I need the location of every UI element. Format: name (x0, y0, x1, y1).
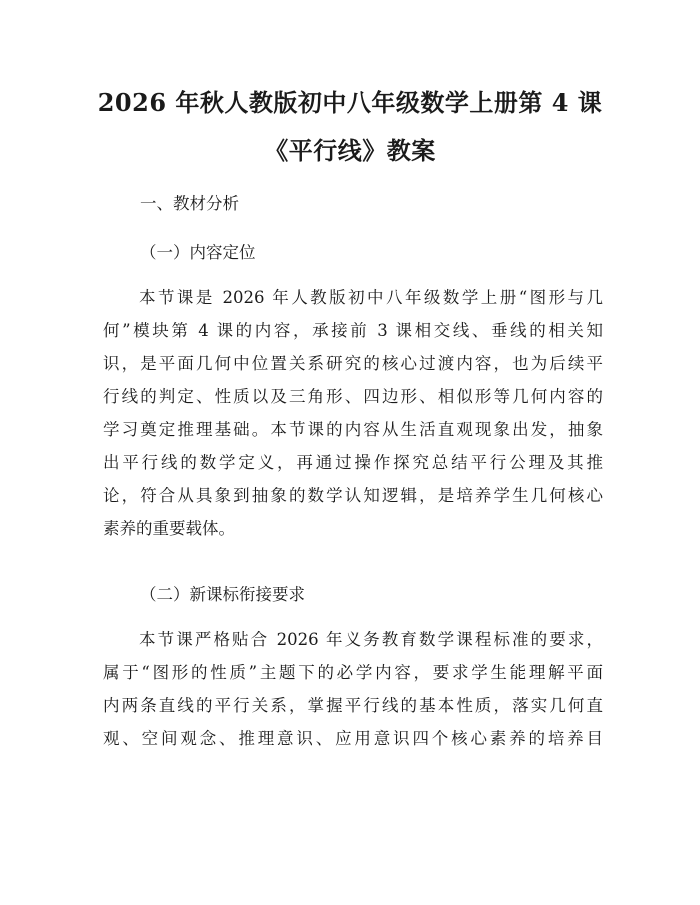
paragraph-curriculum-standard (103, 627, 603, 757)
document-title-line-2: 《平行线》教案 (264, 136, 436, 165)
paragraph-line: 观、空间观念、推理意识、应用意识四个核心素养的培养目 (103, 729, 603, 748)
document-title-line-1: 2026 年秋人教版初中八年级数学上册第 4 课 (97, 88, 603, 117)
paragraph-line: 识，是平面几何中位置关系研究的核心过渡内容，也为后续平 (103, 354, 603, 373)
paragraph-line: 本节课严格贴合 2026 年义务教育数学课程标准的要求， (139, 630, 603, 649)
paragraph-line: 素养的重要载体。 (103, 519, 235, 538)
paragraph-line: 学习奠定推理基础。本节课的内容从生活直观现象出发，抽象 (103, 420, 603, 439)
section-heading-textbook-analysis: 一、教材分析 (140, 194, 239, 213)
paragraph-line: 出平行线的数学定义，再通过操作探究总结平行公理及其推 (103, 453, 603, 472)
paragraph-line: 何”模块第 4 课的内容，承接前 3 课相交线、垂线的相关知 (103, 321, 603, 340)
paragraph-line: 内两条直线的平行关系，掌握平行线的基本性质，落实几何直 (103, 696, 603, 715)
paragraph-line: 本节课是 2026 年人教版初中八年级数学上册“图形与几 (139, 288, 603, 307)
paragraph-line: 论，符合从具象到抽象的数学认知逻辑，是培养学生几何核心 (103, 486, 603, 505)
paragraph-line: 属于“图形的性质”主题下的必学内容，要求学生能理解平面 (103, 663, 603, 682)
paragraph-content-positioning (103, 285, 603, 545)
paragraph-line: 行线的判定、性质以及三角形、四边形、相似形等几何内容的 (103, 387, 603, 406)
subsection-heading-content-positioning: （一）内容定位 (140, 243, 256, 262)
subsection-heading-curriculum-standard: （二）新课标衔接要求 (140, 585, 305, 604)
